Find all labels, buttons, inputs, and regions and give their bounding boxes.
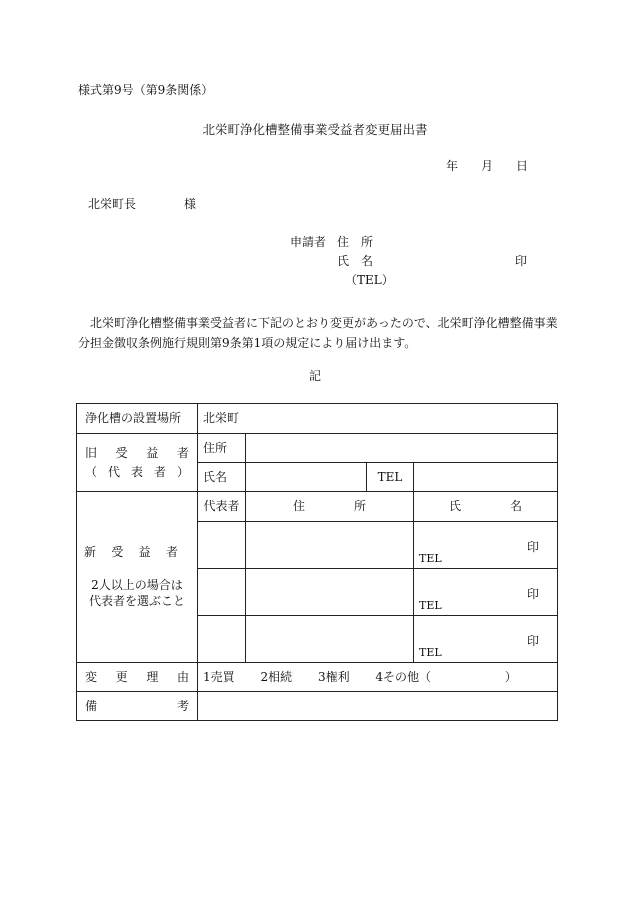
reason-option-sale[interactable]: 1売買 (203, 669, 235, 684)
applicant-address-label: 住 所 (337, 235, 374, 249)
date-month-label: 月 (481, 159, 494, 173)
remarks-input[interactable] (198, 692, 558, 721)
applicant-seal: 印 (515, 254, 528, 268)
reason-label-cell (77, 663, 198, 692)
reason-option-other-close: ） (504, 669, 517, 684)
body-line-1: 北栄町浄化槽整備事業受益者に下記のとおり変更があったので、北栄町浄化槽整備事業 (90, 316, 558, 330)
new-row-2-seal: 印 (527, 587, 540, 601)
old-name-label: 氏名 (203, 469, 228, 484)
location-value-cell[interactable] (198, 404, 558, 434)
new-row-2-address[interactable] (246, 569, 414, 616)
body-text (78, 313, 558, 353)
old-beneficiary-label: 旧 受 益 者 (85, 446, 189, 461)
new-header-row (77, 492, 558, 522)
representative-column-header: 代表者 (198, 492, 246, 522)
new-row-1-tel: TEL (419, 551, 442, 565)
new-row-2-tel: TEL (419, 598, 442, 612)
new-beneficiary-label-cell (77, 492, 198, 663)
date-day-label: 日 (516, 159, 529, 173)
reason-option-inheritance[interactable]: 2相続 (260, 669, 293, 684)
addressee: 北栄町長 (88, 197, 137, 211)
old-address-label: 住所 (203, 440, 228, 455)
reason-option-other[interactable]: 4その他（ (375, 669, 432, 684)
new-beneficiary-note: 2人以上の場合は 代表者を選ぶこと (88, 578, 185, 609)
old-tel-input[interactable] (414, 463, 558, 492)
old-address-row (77, 434, 558, 463)
remarks-label: 備 考 (85, 698, 189, 713)
new-row-3-address[interactable] (246, 616, 414, 663)
old-address-input[interactable] (246, 434, 558, 463)
remarks-row (77, 692, 558, 721)
address-column-header: 住 所 (246, 492, 414, 522)
old-address-label-cell (198, 434, 246, 463)
new-row-2-representative[interactable] (198, 569, 246, 616)
new-beneficiary-label: 新 受 益 者 (84, 544, 178, 559)
reason-label: 変 更 理 由 (85, 669, 189, 684)
applicant-tel: （TEL） (345, 273, 394, 287)
name-column-header: 氏 名 (414, 492, 558, 522)
location-row (77, 404, 558, 434)
old-representative-label: （ 代 表 者 ） (85, 464, 189, 479)
remarks-label-cell (77, 692, 198, 721)
form-number: 様式第9号（第9条関係） (78, 83, 214, 97)
addressee-suffix: 様 (184, 197, 197, 211)
new-row-3-seal: 印 (527, 634, 540, 648)
old-name-label-cell (198, 463, 246, 492)
applicant-label: 申請者 (290, 235, 327, 249)
old-name-input[interactable] (246, 463, 367, 492)
old-tel-label: TEL (377, 469, 403, 484)
new-row-3-representative[interactable] (198, 616, 246, 663)
old-tel-label-cell (367, 463, 414, 492)
location-label-cell (77, 404, 198, 434)
applicant-name-label: 氏 名 (337, 254, 374, 268)
new-row-1-address[interactable] (246, 522, 414, 569)
change-form-table (76, 403, 558, 721)
date-year-label: 年 (446, 159, 459, 173)
new-row-1-seal: 印 (527, 540, 540, 554)
new-row-1-name[interactable] (414, 522, 558, 569)
reason-row (77, 663, 558, 692)
old-beneficiary-label-cell (77, 434, 198, 492)
new-row-3-tel: TEL (419, 645, 442, 659)
new-row-3-name[interactable] (414, 616, 558, 663)
ki-heading: 記 (308, 369, 321, 383)
location-label: 浄化槽の設置場所 (85, 411, 182, 426)
reason-options (198, 663, 558, 692)
document-title: 北栄町浄化槽整備事業受益者変更届出書 (202, 122, 428, 137)
new-row-2-name[interactable] (414, 569, 558, 616)
reason-option-rights[interactable]: 3権利 (317, 669, 350, 684)
new-row-1-representative[interactable] (198, 522, 246, 569)
location-value: 北栄町 (203, 411, 240, 426)
body-line-2: 分担金徴収条例施行規則第9条第1項の規定により届け出ます。 (78, 336, 417, 350)
